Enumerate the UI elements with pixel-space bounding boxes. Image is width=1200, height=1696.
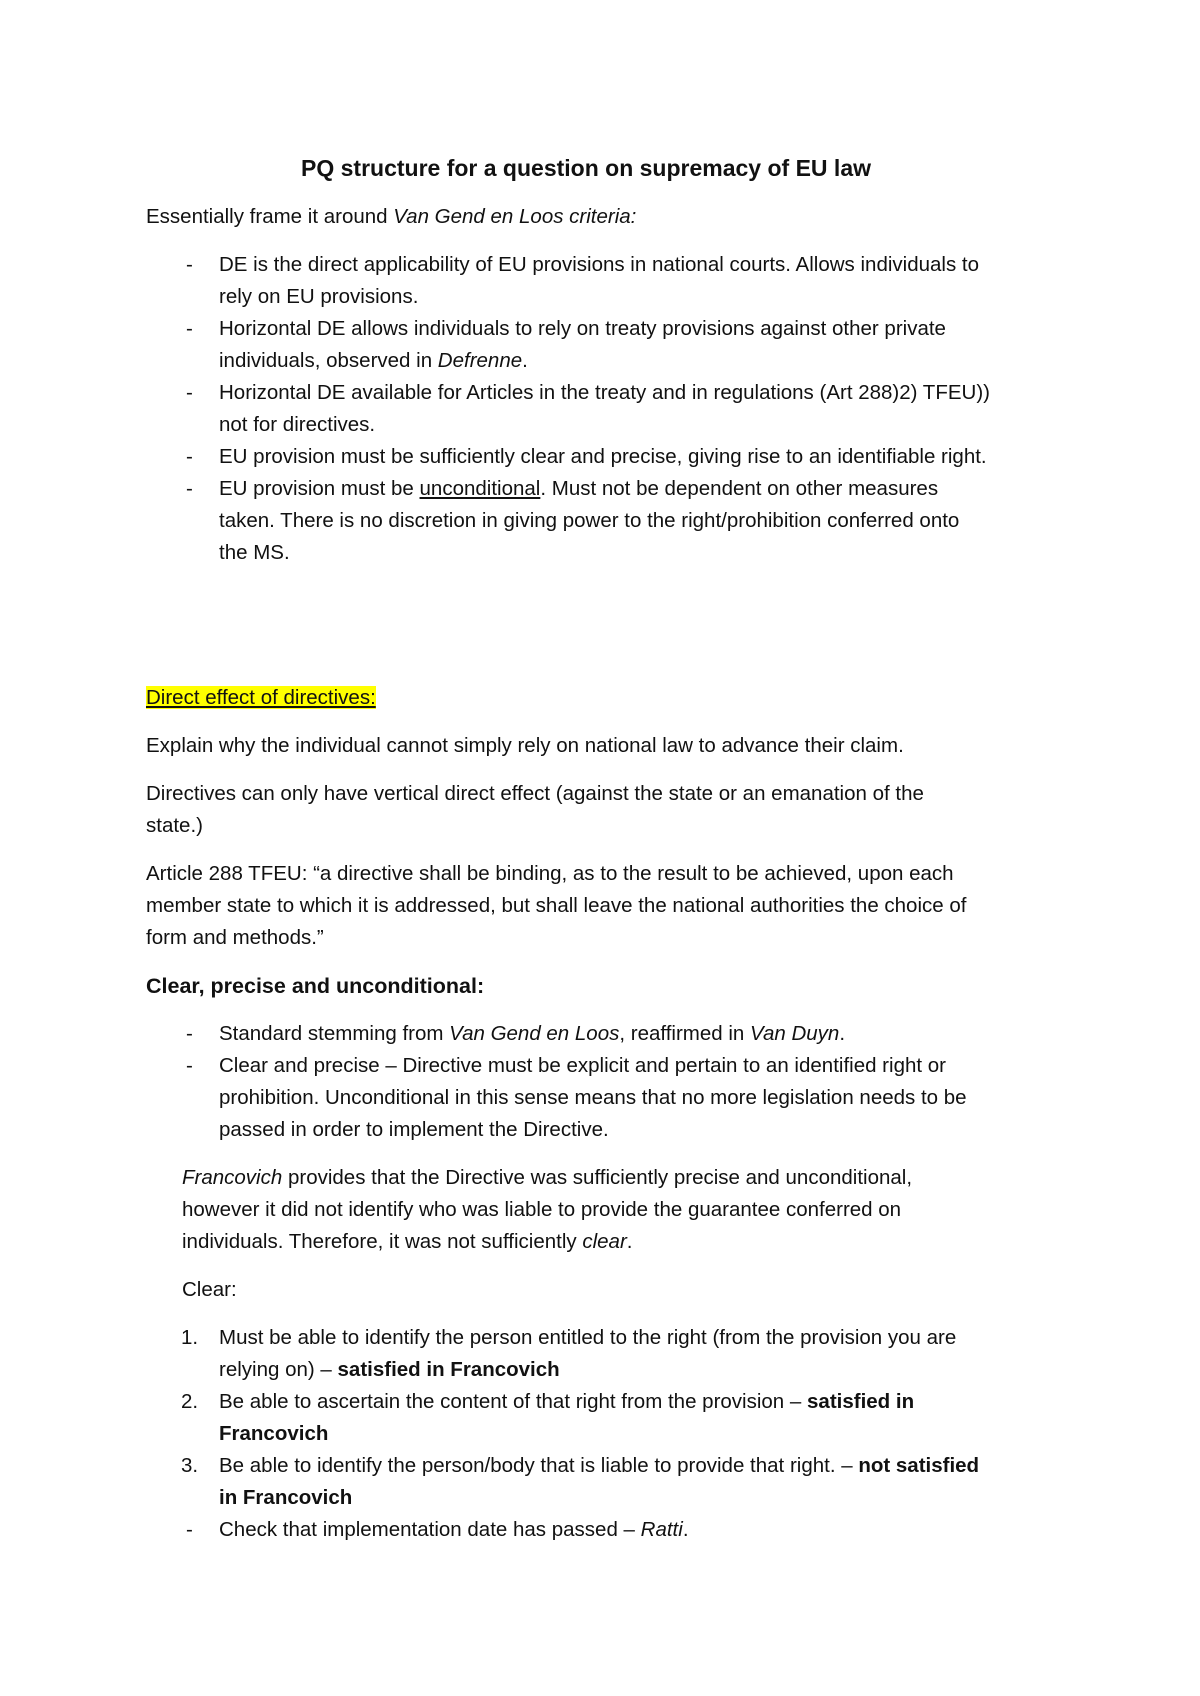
criteria-item-1-line-1: DE is the direct applicability of EU provisions in national courts. Allows individuals to <box>219 253 980 276</box>
article-288-quote-line-2: member state to which it is addressed, but shall leave the national authorities the choice of <box>146 894 967 917</box>
clear-precise-bullet-line-1: Clear and precise – Directive must be explicit and pertain to an identified right or <box>219 1054 946 1077</box>
text-span: EU provision must be <box>219 477 420 500</box>
numbered-item-1-line-1: Must be able to identify the person entitled to the right (from the provision you are <box>219 1326 957 1349</box>
criteria-item-3-line-1: Horizontal DE available for Articles in the treaty and in regulations (Art 288)2) TFEU)) <box>219 381 990 404</box>
francovich-paragraph-line-2: however it did not identify who was liable to provide the guarantee conferred on <box>182 1198 902 1221</box>
text-span: , reaffirmed in <box>619 1022 751 1045</box>
text-span: . Must not be dependent on other measures <box>540 477 939 500</box>
bullet-marker: - <box>186 445 193 468</box>
text-span: . <box>626 1230 633 1253</box>
case-name-ratti: Ratti <box>640 1518 683 1541</box>
bullet-marker: - <box>186 477 193 500</box>
text-span: Be able to ascertain the content of that right from the provision – <box>219 1390 808 1413</box>
text-span: Standard stemming from <box>219 1022 450 1045</box>
standard-bullet <box>219 1024 845 1045</box>
text-span: relying on) – <box>219 1358 338 1381</box>
directives-heading <box>146 688 376 709</box>
case-name-van-gend: Van Gend en Loos <box>449 1022 620 1045</box>
criteria-item-5-line-1 <box>219 479 938 500</box>
bold-not-satisfied: not satisfied <box>858 1454 980 1477</box>
intro-paragraph <box>146 207 636 228</box>
criteria-item-2-line-1: Horizontal DE allows individuals to rely on treaty provisions against other private <box>219 317 946 340</box>
text-span: Be able to identify the person/body that is liable to provide that right. – <box>219 1454 859 1477</box>
text-span: . <box>522 349 528 372</box>
bullet-marker: - <box>186 1518 193 1541</box>
bullet-marker: - <box>186 317 193 340</box>
clear-precise-bullet-line-2: prohibition. Unconditional in this sense means that no more legislation needs to be <box>219 1086 967 1109</box>
intro-italic: Van Gend en Loos criteria: <box>393 205 637 228</box>
bold-francovich: Francovich <box>219 1422 329 1445</box>
numbered-item-3-line-1 <box>219 1456 979 1477</box>
text-span: individuals, observed in <box>219 349 438 372</box>
criteria-item-4-line-1: EU provision must be sufficiently clear and precise, giving rise to an identifiable right. <box>219 445 987 468</box>
case-name-defrenne: Defrenne <box>437 349 523 372</box>
clear-precise-heading: Clear, precise and unconditional: <box>146 974 485 998</box>
intro-text: Essentially frame it around <box>146 205 394 228</box>
bullet-marker: - <box>186 381 193 404</box>
directives-paragraph-2-line-1: Directives can only have vertical direct effect (against the state or an emanation of the <box>146 782 924 805</box>
case-name-van-duyn: Van Duyn <box>750 1022 840 1045</box>
criteria-item-5-line-3: the MS. <box>219 541 290 564</box>
page-title: PQ structure for a question on supremacy of EU law <box>301 155 872 181</box>
article-288-quote-line-1: Article 288 TFEU: “a directive shall be binding, as to the result to be achieved, upon each <box>146 862 954 885</box>
numbered-item-2-line-1 <box>219 1392 914 1413</box>
directives-paragraph-1: Explain why the individual cannot simply rely on national law to advance their claim. <box>146 734 904 757</box>
bold-satisfied: satisfied in Francovich <box>337 1358 560 1381</box>
italic-clear: clear <box>582 1230 627 1253</box>
francovich-paragraph-line-1 <box>182 1168 912 1189</box>
text-span: . <box>839 1022 846 1045</box>
numbered-item-2-line-2 <box>219 1424 328 1445</box>
number-marker-1: 1. <box>181 1326 199 1349</box>
criteria-item-2-line-2 <box>219 351 528 372</box>
francovich-paragraph-line-3 <box>182 1232 632 1253</box>
clear-precise-bullet-line-3: passed in order to implement the Directive. <box>219 1118 609 1141</box>
text-span: . <box>682 1518 689 1541</box>
numbered-item-1-line-2 <box>219 1360 560 1381</box>
implementation-date-bullet <box>219 1520 689 1541</box>
bold-satisfied: satisfied in <box>807 1390 915 1413</box>
underlined-unconditional: unconditional <box>419 477 541 500</box>
directives-paragraph-2-line-2: state.) <box>146 814 203 837</box>
highlighted-heading: Direct effect of directives: <box>146 686 376 709</box>
numbered-item-3-line-2 <box>219 1488 352 1509</box>
bullet-marker: - <box>186 1022 193 1045</box>
criteria-item-1-line-2: rely on EU provisions. <box>219 285 419 308</box>
number-marker-3: 3. <box>181 1454 199 1477</box>
criteria-item-5-line-2: taken. There is no discretion in giving power to the right/prohibition conferred onto <box>219 509 960 532</box>
bold-in-francovich: in Francovich <box>219 1486 353 1509</box>
bullet-marker: - <box>186 1054 193 1077</box>
text-span: individuals. Therefore, it was not sufficiently <box>182 1230 583 1253</box>
number-marker-2: 2. <box>181 1390 199 1413</box>
text-span: provides that the Directive was sufficiently precise and unconditional, <box>282 1166 913 1189</box>
bullet-marker: - <box>186 253 193 276</box>
criteria-item-3-line-2: not for directives. <box>219 413 376 436</box>
case-name-francovich: Francovich <box>182 1166 283 1189</box>
text-span: Check that implementation date has passed – <box>219 1518 641 1541</box>
clear-label: Clear: <box>182 1278 237 1301</box>
article-288-quote-line-3: form and methods.” <box>146 926 324 949</box>
